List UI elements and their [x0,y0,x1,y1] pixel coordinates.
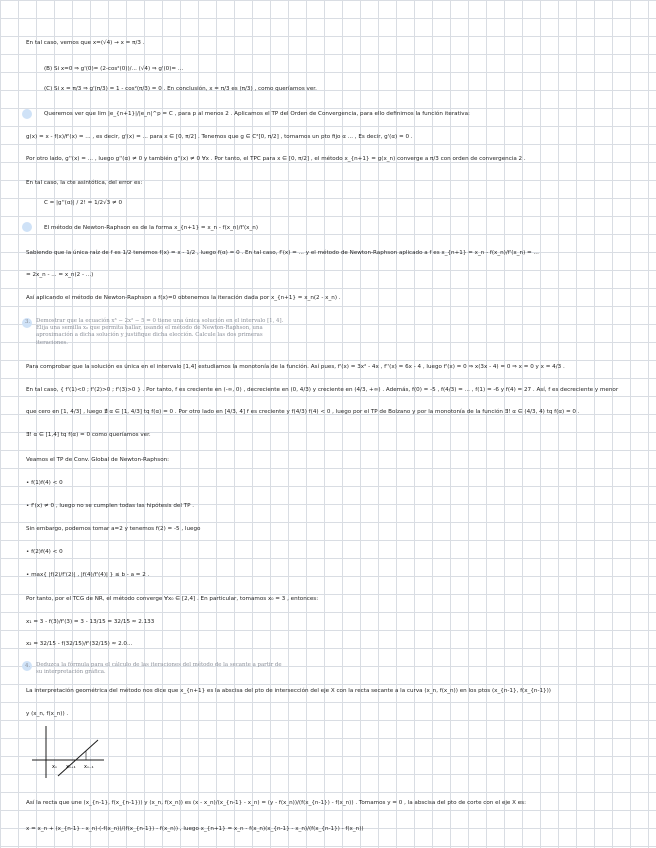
secant-method-sketch [28,724,108,780]
note-line-2: (B) Si x=0 ⇒ g'(0)= (2-cos²(0))/... (√4) ⇒ g'(0)= ... [44,66,184,72]
exercise-3-statement: Demostrar que la ecuación x³ − 2x² − 5 = 0 tiene una única solución en el intervalo [1, 4]. Elija una semilla x₀ que permita hallar, usando el método de Newton-Raphson, una aproximación a dicha solución y justifique dicha elección. Calcule las dos primeras iteraciones. [36,318,284,346]
item-marker-badge [22,222,32,232]
note-line-18: • f(1)f(4) < 0 [26,480,63,486]
sketch-label-b: xₙ₊₁ [66,764,76,770]
note-line-3: (C) Si x = π/3 ⇒ g'(π/3) = 1 - cos²(π/3) = 0 . En conclusión, x = π/3 es (π/3) , como queríamos ver. [44,86,317,92]
note-line-22: • max{ |f(2)/f'(2)| , |f(4)/f'(4)| } ≤ b - a = 2 . [26,572,150,578]
note-line-10: Sabiendo que la única raíz de f es 1/2 tenemos f(x) = x - 1/2 , luego f(α) = 0 . En tal caso, f'(x) = ... y el método de Newton-Raphson aplicado a f es x_{n+1} = x_n - f(x_n)/f'(x_n) = ... [26,250,539,256]
note-line-26: La interpretación geométrica del método nos dice que x_{n+1} es la abscisa del pto de intersección del eje X con la recta secante a la curva (x_n, f(x_n)) en los ptos (x_{n-1}, f(x_{n-1})) [26,688,551,694]
note-line-16: ∃! α ∈ [1,4] tq f(α) = 0 como queríamos ver. [26,432,151,438]
note-line-5: g(x) = x - f(x)/f'(x) = ... , es decir, g'(x) = ... para x ∈ [0, π/2] . Tenemos que g ∈ C²[0, π/2] , tomamos un pto fijo α ... , Es decir, g'(α) = 0 . [26,134,413,140]
note-line-21: • f(2)f(4) < 0 [26,549,63,555]
note-line-25: x₂ = 32/15 - f(32/15)/f'(32/15) ≈ 2.0... [26,641,133,647]
note-line-24: x₁ = 3 - f(3)/f'(3) = 3 - 13/15 = 32/15 ≈ 2.133 [26,619,155,625]
note-line-9: El método de Newton-Raphson es de la forma x_{n+1} = x_n - f(x_n)/f'(x_n) [44,225,259,231]
note-line-4: Queremos ver que lim |e_{n+1}|/|e_n|^p = C , para p al menos 2 . Aplicamos el TP del Orden de Convergencia, para ello definimos la función iterativa: [44,111,470,117]
note-line-15: que cero en [1, 4/3] , luego ∄ α ∈ [1, 4/3] tq f(α) = 0 . Por otro lado en [4/3, 4] f es creciente y f(4/3) f(4) < 0 , luego por el TP de Bolzano y por la monotonía de la función ∃! α ∈ (4/3, 4) tq f(α) = 0 . [26,409,580,415]
note-line-11: = 2x_n - ... = x_n(2 - ...) [26,272,94,278]
note-line-8: C = |g''(α)| / 2! = 1/2√3 ≠ 0 [44,200,123,206]
sketch-label-c: xₙ₋₁ [84,764,94,770]
note-line-17: Veamos el TP de Conv. Global de Newton-Raphson: [26,457,170,463]
note-line-13: Para comprobar que la solución es única en el intervalo [1,4] estudiamos la monotonía de la función. Así pues, f'(x) = 3x² - 4x , f''(x) = 6x - 4 , luego f'(x) = 0 ⇒ x(3x - 4) = 0 ⇒ x = 0 y x = 4/3 . [26,364,565,370]
exercise-4-number: 4. [25,663,31,669]
note-line-19: • f'(x) ≠ 0 , luego no se cumplen todas las hipótesis del TP . [26,503,195,509]
note-line-6: Por otro lado, g''(x) = ... , luego g''(α) ≠ 0 y también g''(x) ≠ 0 ∀x . Por tanto, el TPC para x ∈ [0, π/2] , el método x_{n+1} = g(x_n) converge a π/3 con orden de convergencia 2 . [26,156,526,162]
note-line-28: Así la recta que une (x_{n-1}, f(x_{n-1})) y (x_n, f(x_n)) es (x - x_n)/(x_{n-1} - x_n) = (y - f(x_n))/(f(x_{n-1}) - f(x_n)) . Tomamos y = 0 , la abscisa del pto de corte con el eje X es: [26,800,526,806]
note-line-27: y (x_n, f(x_n)) . [26,711,69,717]
note-line-14: En tal caso, { f'(1)<0 ; f'(2)>0 ; f'(3)>0 } . Por tanto, f es creciente en (-∞, 0) , decreciente en (0, 4/3) y creciente en (4/3, +∞) . Además, f(0) = -5 , f(4/3) = ... , f(1) = -6 y f(4) = 27 . Así, f es decreciente y menor [26,387,619,393]
note-line-7: En tal caso, la cte asintótica, del error es: [26,180,143,186]
note-line-29: x = x_n + (x_{n-1} - x_n)·(-f(x_n))/(f(x_{n-1}) - f(x_n)) , luego x_{n+1} = x_n - f(x_n)(x_{n-1} - x_n)/(f(x_{n-1}) - f(x_n)) [26,826,364,832]
note-line-20: Sin embargo, podemos tomar a=2 y tenemos f(2) = -5 , luego [26,526,201,532]
note-line-1: En tal caso, vemos que x=(√4) → x = π/3 . [26,40,145,46]
note-line-12: Así aplicando el método de Newton-Raphson a f(x)=0 obtenemos la iteración dada por x_{n+1} = x_n(2 - x_n) . [26,295,341,301]
note-line-23: Por tanto, por el TCG de NR, el método converge ∀x₀ ∈ [2,4] . En particular, tomamos x₀ = 3 , entonces: [26,596,319,602]
sketch-secant-line [58,740,98,776]
sketch-label-a: xₙ [52,764,57,770]
exercise-3-number: 3. [25,319,31,325]
exercise-4-statement: Deduzca la fórmula para el cálculo de las iteraciones del método de la secante a partir de su interpretación gráfica. [36,662,282,676]
item-marker-badge [22,109,32,119]
